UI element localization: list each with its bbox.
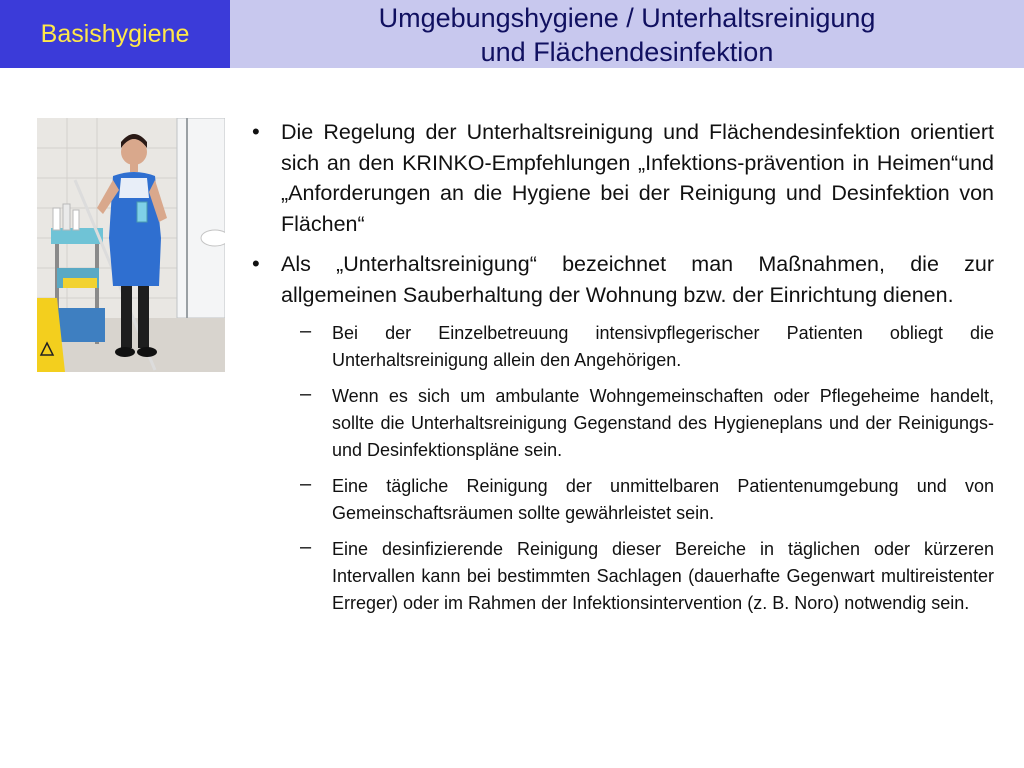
sub-bullet-item: [252, 536, 994, 617]
dash-icon: –: [300, 536, 312, 558]
sub-bullet-item: [252, 473, 994, 527]
sub-bullet-item: [252, 320, 994, 374]
sub-bullet-text: Wenn es sich um ambulante Wohngemeinschaften oder Pflegeheime handelt, sollte die Unterhaltsreinigung Gegenstand des Hygieneplans und der Reinigungs- und Desinfektionspläne sein.: [332, 386, 994, 460]
section-tag-label: Basishygiene: [40, 19, 190, 48]
sub-bullet-text: Eine desinfizierende Reinigung dieser Bereiche in täglichen oder kürzeren Intervallen kann bei bestimmten Sachlagen (dauerhafte Gegenwart multireistenter Erreger) oder im Rahmen der Infektionsintervention (z. B. Noro) notwendig sein.: [332, 539, 994, 613]
slide-title-line-2: und Flächendesinfektion: [480, 37, 774, 67]
section-tag: [0, 0, 230, 68]
sub-bullet-item: [252, 383, 994, 464]
bullet-dot-icon: •: [252, 251, 260, 276]
dash-icon: –: [300, 383, 312, 405]
slide-content: [252, 117, 994, 626]
bullet-text: Die Regelung der Unterhaltsreinigung und Flächendesinfektion orientiert sich an den KRINKO-Empfehlungen „Infektions-prävention in Heimen“und „Anforderungen an die Hygiene bei der Reinigung und Desinfektion von Flächen“: [281, 120, 994, 236]
sub-bullet-text: Bei der Einzelbetreuung intensivpflegerischer Patienten obliegt die Unterhaltsreinigung allein den Angehörigen.: [332, 323, 994, 370]
bullet-item: [252, 117, 994, 239]
bullet-text: Als „Unterhaltsreinigung“ bezeichnet man Maßnahmen, die zur allgemeinen Sauberhaltung der Wohnung bzw. der Einrichtung dienen.: [281, 252, 994, 307]
cleaning-staff-illustration: [37, 118, 225, 372]
slide-title: [230, 0, 1024, 68]
sub-bullet-text: Eine tägliche Reinigung der unmittelbaren Patientenumgebung und von Gemeinschaftsräumen sollte gewährleistet sein.: [332, 476, 994, 523]
bullet-dot-icon: •: [252, 119, 260, 144]
cleaning-staff-photo: [37, 118, 225, 372]
slide-title-line-1: Umgebungshygiene / Unterhaltsreinigung: [378, 3, 876, 33]
bullet-item: [252, 249, 994, 310]
dash-icon: –: [300, 473, 312, 495]
dash-icon: –: [300, 320, 312, 342]
